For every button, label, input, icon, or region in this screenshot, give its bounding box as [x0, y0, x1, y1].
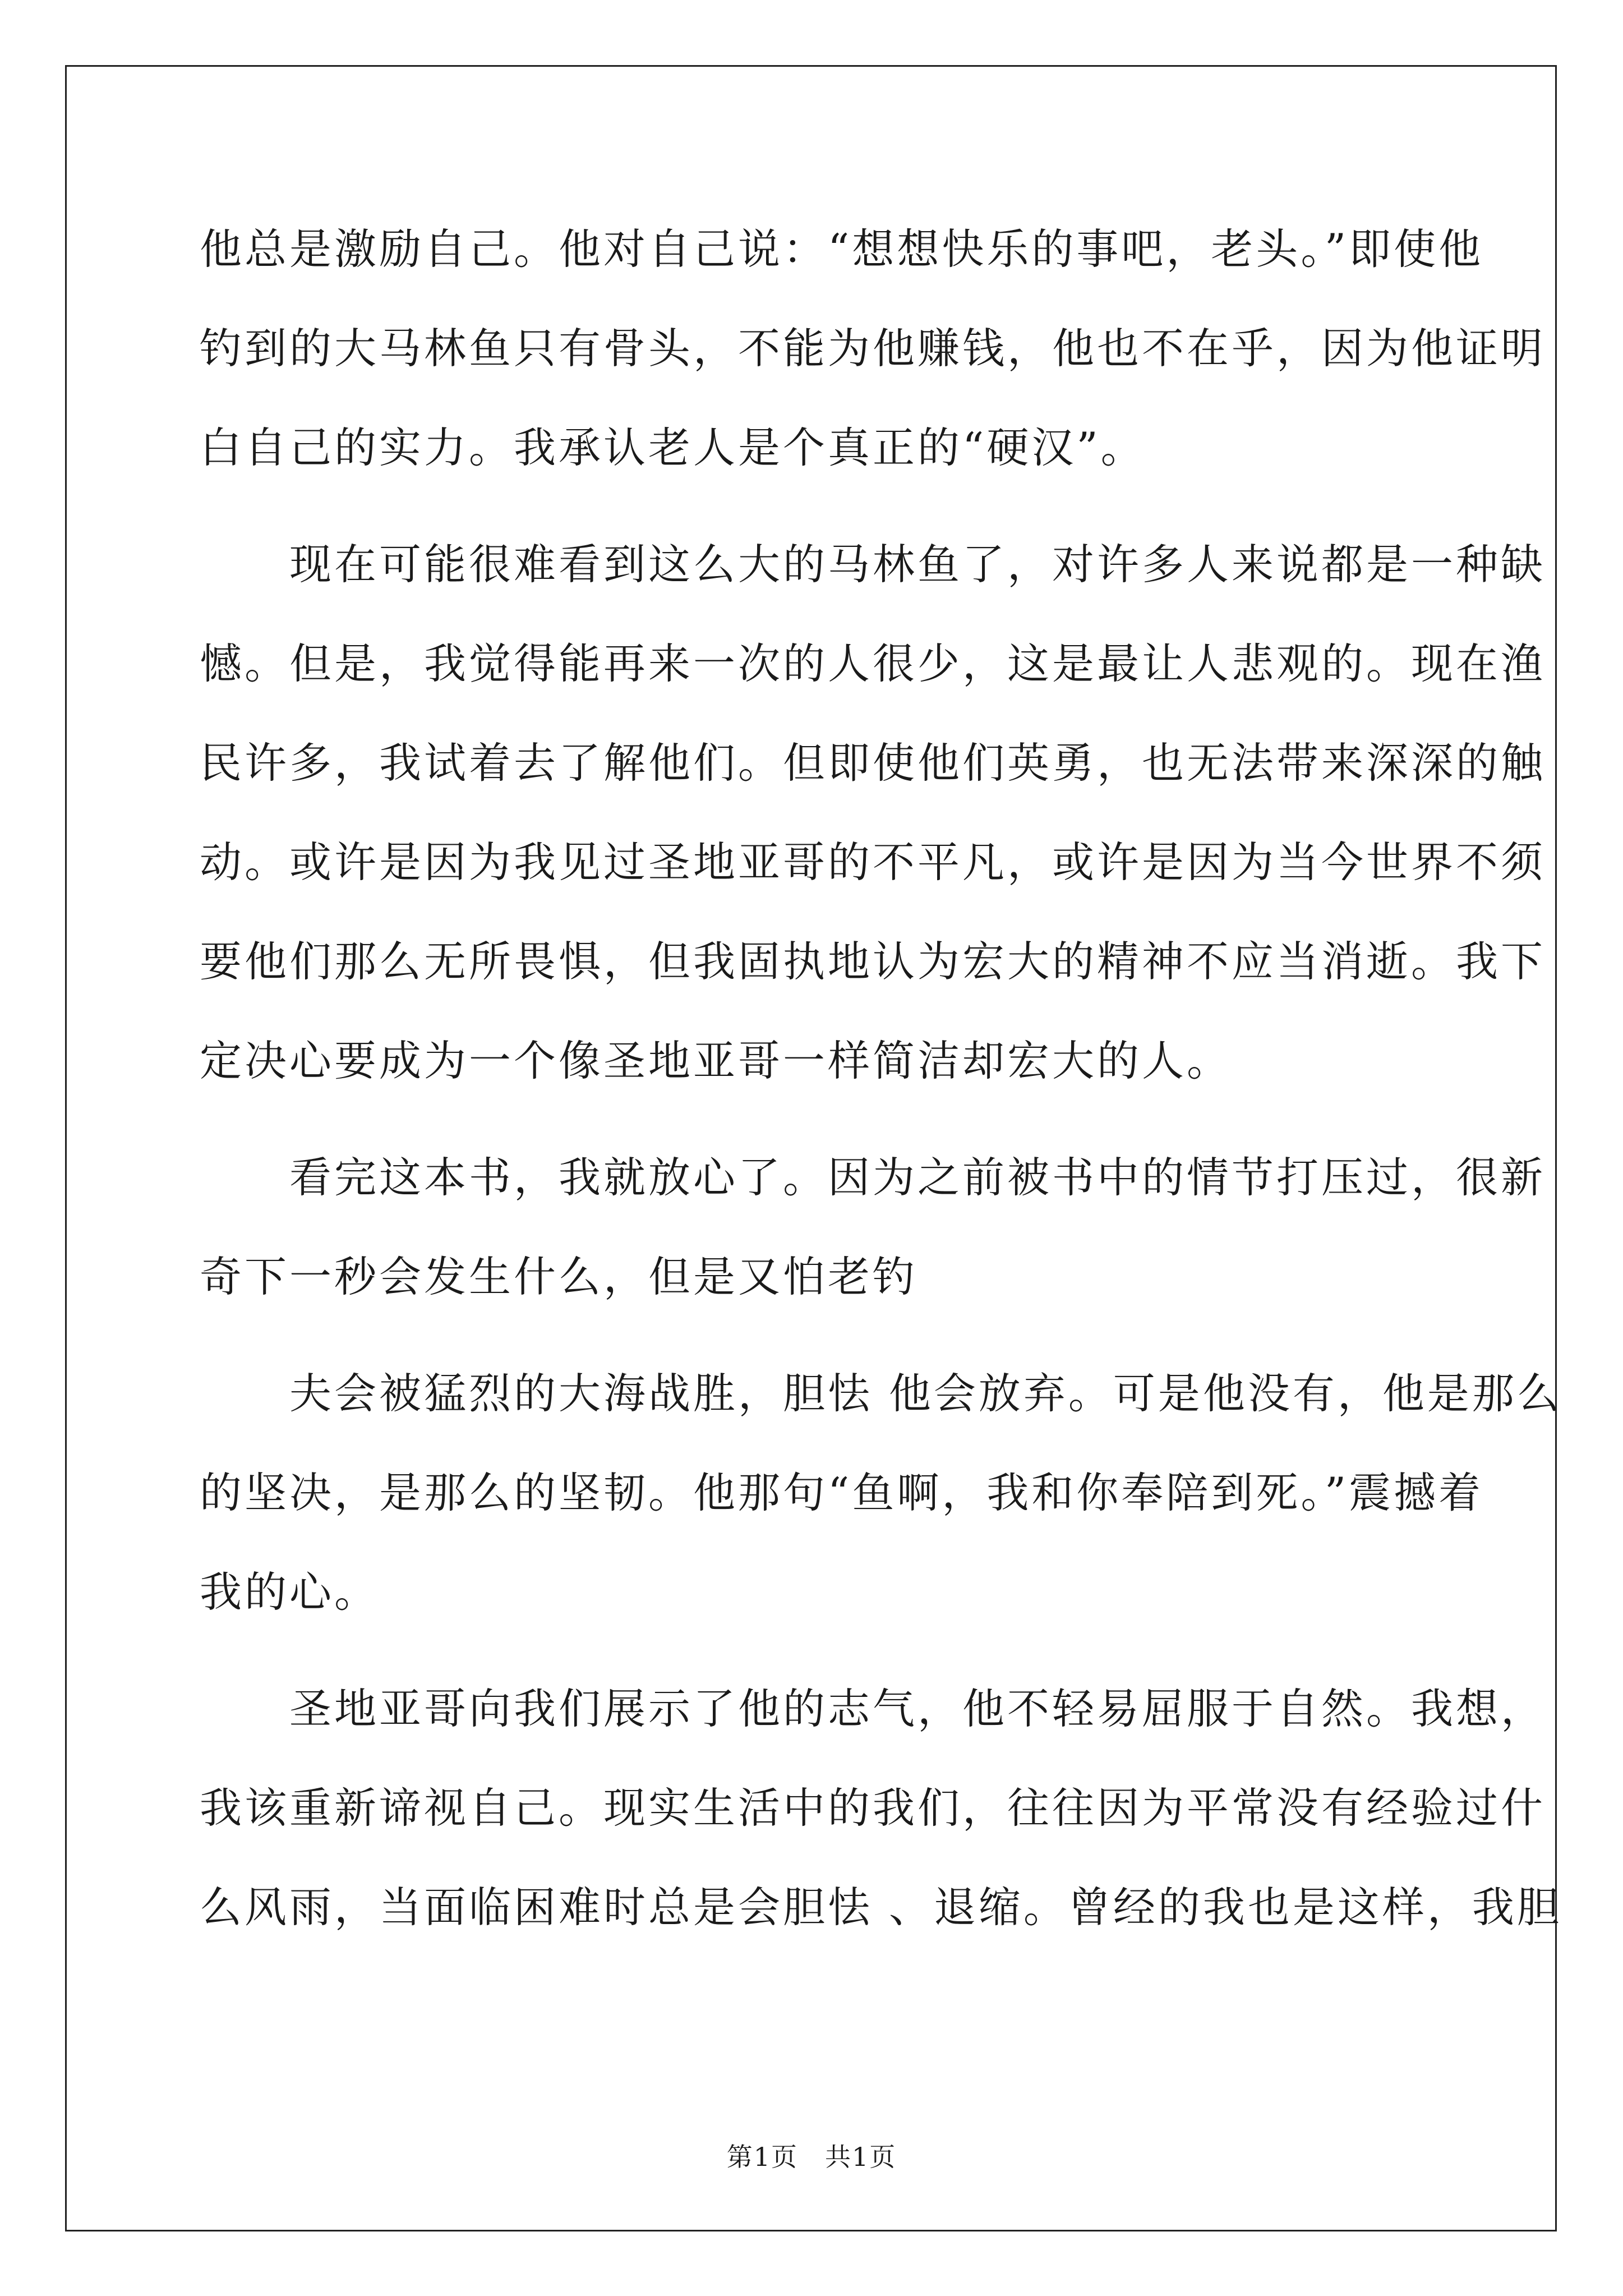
text-line: 钓到的大马林鱼只有骨头，不能为他赚钱，他也不在乎，因为他证明 — [200, 324, 1546, 373]
text-line: 么风雨，当面临困难时总是会胆怯 、退缩。曾经的我也是这样，我胆 — [200, 1883, 1562, 1932]
text-line: 看完这本书，我就放心了。因为之前被书中的情节打压过，很新 — [200, 1153, 1546, 1202]
text-line: 夫会被猛烈的大海战胜，胆怯 他会放弃。可是他没有，他是那么 — [200, 1369, 1562, 1418]
text-line: 定决心要成为一个像圣地亚哥一样简洁却宏大的人。 — [200, 1036, 1232, 1085]
text-line: 现在可能很难看到这么大的马林鱼了，对许多人来说都是一种缺 — [200, 540, 1546, 589]
text-line: 的坚决，是那么的坚韧。他那句“鱼啊，我和你奉陪到死。”震撼着 — [200, 1468, 1484, 1517]
text-line: 奇下一秒会发生什么，但是又怕老钓 — [200, 1252, 918, 1301]
text-line: 白自己的实力。我承认老人是个真正的“硬汉”。 — [200, 423, 1146, 472]
page-number: 第1页 共1页 — [726, 2142, 897, 2172]
text-line: 民许多，我试着去了解他们。但即使他们英勇，也无法带来深深的触 — [200, 738, 1546, 788]
text-line: 圣地亚哥向我们展示了他的志气，他不轻易屈服于自然。我想， — [200, 1684, 1546, 1733]
text-line: 憾。但是，我觉得能再来一次的人很少，这是最让人悲观的。现在渔 — [200, 639, 1546, 688]
text-line: 我该重新谛视自己。现实生活中的我们，往往因为平常没有经验过什 — [200, 1783, 1546, 1833]
text-line: 我的心。 — [200, 1567, 380, 1617]
text-line: 动。或许是因为我见过圣地亚哥的不平凡，或许是因为当今世界不须 — [200, 838, 1546, 887]
text-line: 他总是激励自己。他对自己说：“想想快乐的事吧，老头。”即使他 — [200, 224, 1484, 274]
text-line: 要他们那么无所畏惧，但我固执地认为宏大的精神不应当消逝。我下 — [200, 937, 1546, 986]
